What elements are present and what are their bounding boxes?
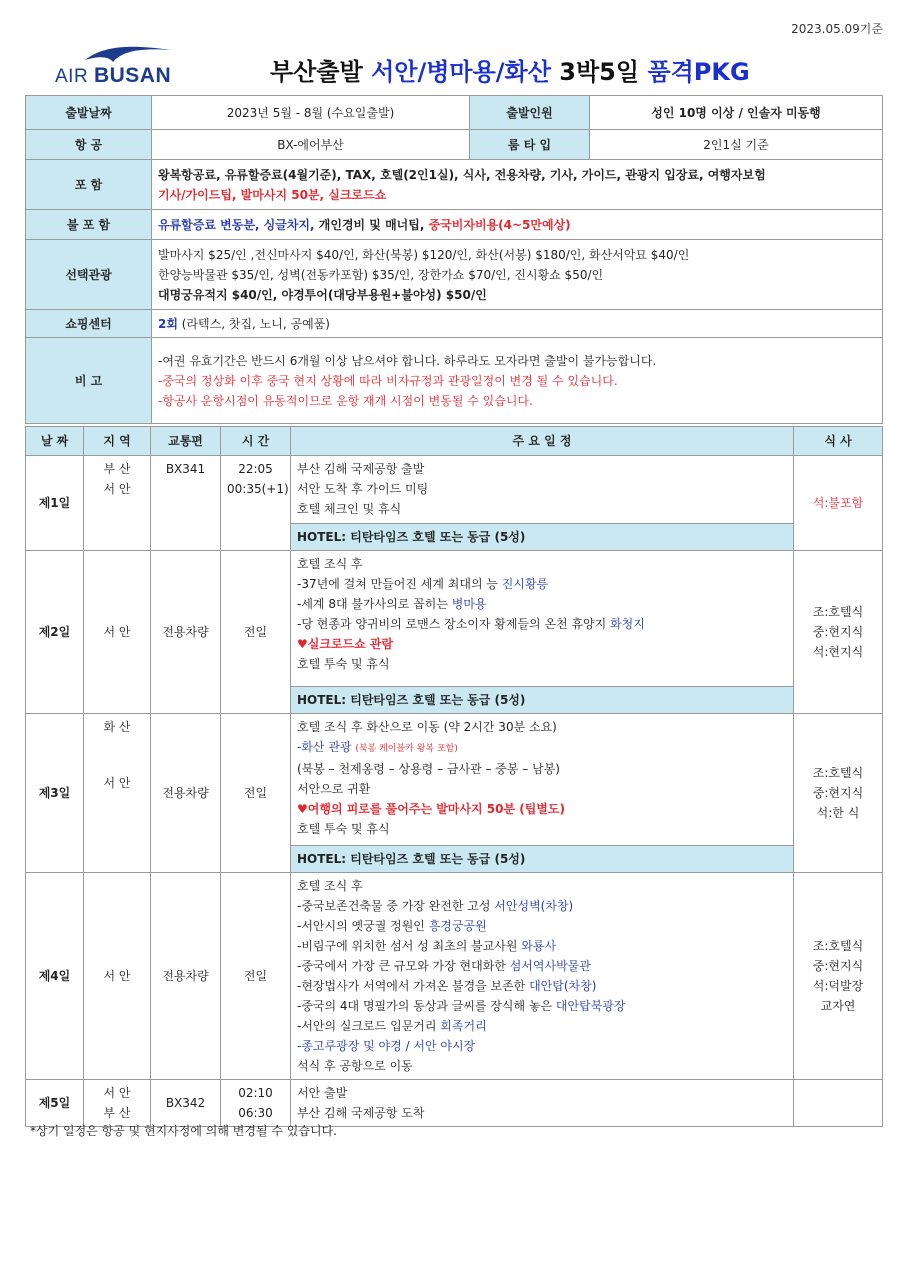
day2-line2-text: -37년에 걸쳐 만들어진 세계 최대의 능	[297, 577, 502, 591]
day3-meal	[794, 714, 883, 873]
day3-time: 전일	[221, 714, 291, 873]
day2-region: 서 안	[84, 551, 151, 714]
logo-air: AIR	[55, 66, 89, 87]
day5-row	[26, 1080, 883, 1127]
day2-meal2: 중:현지식	[812, 625, 864, 639]
day5-region2: 부 산	[103, 1106, 131, 1120]
day3-row	[26, 714, 883, 846]
day2-line4	[297, 614, 787, 634]
day1-line1: 부산 김해 국제공항 출발	[297, 462, 425, 476]
day1-itinerary	[291, 456, 794, 524]
day2-line1: 호텔 조식 후	[297, 557, 363, 571]
col-transport: 교통편	[151, 427, 221, 456]
logo-busan: BUSAN	[93, 64, 172, 87]
schedule-table	[25, 426, 883, 1127]
day1-region1: 부 산	[103, 462, 131, 476]
day4-meal3: 석:덕발장	[812, 979, 864, 993]
day2-itinerary	[291, 551, 794, 687]
day4-line8-place: 회족거리	[440, 1019, 487, 1033]
footnote: *상기 일정은 항공 및 현지사정에 의해 변경될 수 있습니다.	[30, 1124, 337, 1138]
day1-region2: 서 안	[103, 482, 131, 496]
day2-time: 전일	[221, 551, 291, 714]
airline-value: BX-에어부산	[152, 130, 470, 160]
day5-time1: 02:10	[238, 1086, 273, 1100]
day4-line3-text: -서안시의 옛궁궐 정원인	[297, 919, 429, 933]
exclude-black: 개인경비 및 매너팁,	[314, 217, 429, 232]
day5-meal	[794, 1080, 883, 1127]
day2-line3	[297, 594, 787, 614]
info-table	[25, 95, 883, 424]
day3-hotel: HOTEL: 티탄타임즈 호텔 또는 동급 (5성)	[291, 846, 794, 873]
day4-line6	[297, 976, 787, 996]
day1-row	[26, 456, 883, 524]
day3-line2-text: -화산 관광	[297, 740, 356, 754]
day4-line6-place: 대안탑(차창)	[529, 979, 597, 993]
day1-meal: 석:불포함	[794, 456, 883, 551]
optional-tour-value	[152, 240, 883, 310]
day2-meal1: 조:호텔식	[812, 605, 864, 619]
day4-line2-text: -중국보존건축물 중 가장 완전한 고성	[297, 899, 495, 913]
day5-line1: 서안 출발	[297, 1086, 348, 1100]
day2-hotel: HOTEL: 티탄타임즈 호텔 또는 동급 (5성)	[291, 687, 794, 714]
day4-meal1: 조:호텔식	[812, 939, 864, 953]
day5-transport: BX342	[151, 1080, 221, 1127]
exclude-red: 중국비자비용(4~5만예상)	[428, 217, 571, 232]
col-date: 날 짜	[26, 427, 84, 456]
page-title	[270, 52, 750, 87]
remark-value	[152, 338, 883, 424]
air-busan-logo	[55, 42, 185, 92]
title-part4: 품격PKG	[647, 58, 750, 86]
col-time: 시 간	[221, 427, 291, 456]
day1-hotel: HOTEL: 티탄타임즈 호텔 또는 동급 (5성)	[291, 524, 794, 551]
day3-line1: 호텔 조식 후 화산으로 이동 (약 2시간 30분 소요)	[297, 720, 557, 734]
day3-transport: 전용차량	[151, 714, 221, 873]
airline-label: 항 공	[26, 130, 152, 160]
include-line1: 왕복항공료, 유류할증료(4월기준), TAX, 호텔(2인1실), 식사, 전용차량, 기사, 가이드, 관광지 입장료, 여행자보험	[158, 167, 766, 182]
day4-transport: 전용차량	[151, 873, 221, 1080]
day4-line3	[297, 916, 787, 936]
shopping-value	[152, 310, 883, 338]
col-itinerary: 주 요 일 정	[291, 427, 794, 456]
heart-icon: ♥	[297, 637, 308, 651]
optional-line2: 한양능박물관 $35/인, 성벽(전동카포함) $35/인, 장한가쇼 $70/인, 진시황쇼 $50/인	[158, 267, 604, 282]
day4-label: 제4일	[26, 873, 84, 1080]
day4-time: 전일	[221, 873, 291, 1080]
day2-meal	[794, 551, 883, 714]
day4-row	[26, 873, 883, 1080]
day1-line2: 서안 도착 후 가이드 미팅	[297, 482, 429, 496]
day2-line2	[297, 574, 787, 594]
as-of-date: 2023.05.09기준	[791, 22, 883, 36]
day3-region1: 화 산	[103, 720, 131, 734]
day3-line5-text: 여행의 피로를 풀어주는 발마사지 50분 (팁별도)	[307, 802, 565, 816]
day3-line6: 호텔 투숙 및 휴식	[297, 822, 390, 836]
day1-label: 제1일	[26, 456, 84, 551]
day3-itinerary	[291, 714, 794, 846]
day5-itinerary	[291, 1080, 794, 1127]
depart-date-value: 2023년 5월 - 8월 (수요일출발)	[152, 96, 470, 130]
day4-line2	[297, 896, 787, 916]
include-value	[152, 160, 883, 210]
optional-line1: 발마사지 $25/인 ,전신마사지 $40/인, 화산(북봉) $120/인, 화산(서봉) $180/인, 화산서악묘 $40/인	[158, 247, 690, 262]
day1-region	[84, 456, 151, 551]
day4-line8-text: -서안의 실크로드 입문거리	[297, 1019, 441, 1033]
day2-line4-text: -당 현종과 양귀비의 로맨스 장소이자 황제들의 온천 휴양지	[297, 617, 611, 631]
day4-line4-text: -비림구에 위치한 섬서 성 최초의 불교사원	[297, 939, 522, 953]
optional-line3: 대명궁유적지 $40/인, 야경투어(대당부용원+불야성) $50/인	[158, 287, 487, 302]
depart-people-value: 성인 10명 이상 / 인솔자 미동행	[590, 96, 883, 130]
room-type-label: 룸 타 입	[470, 130, 590, 160]
title-part1: 부산출발	[270, 58, 363, 86]
exclude-value	[152, 210, 883, 240]
day4-line3-place: 흥경궁공원	[428, 919, 487, 933]
day2-line2-place: 진시황릉	[501, 577, 549, 591]
day3-region	[84, 714, 151, 873]
shopping-count: 2회	[158, 316, 178, 331]
exclude-blue: 유류할증료 변동분, 싱글차지,	[158, 217, 315, 232]
day3-line3: (북봉 – 천제옹령 – 상용령 – 금사관 – 중봉 – 남봉)	[297, 762, 560, 776]
day3-meal1: 조:호텔식	[812, 766, 864, 780]
col-meal: 식 사	[794, 427, 883, 456]
day4-line7	[297, 996, 787, 1016]
day4-line2-place: 서안성벽(차창)	[494, 899, 574, 913]
include-line2: 기사/가이드팁, 발마사지 50분, 실크로드쇼	[158, 187, 387, 202]
day2-line3-place: 병마용	[451, 597, 487, 611]
day4-line9: -종고루광장 및 야경 / 서안 야시장	[297, 1039, 476, 1053]
title-part3: 3박5일	[559, 58, 640, 86]
depart-people-label: 출발인원	[470, 96, 590, 130]
day4-line4-place: 와룡사	[521, 939, 557, 953]
day4-meal4: 교자연	[820, 999, 856, 1013]
day4-line4	[297, 936, 787, 956]
day3-meal2: 중:현지식	[812, 786, 864, 800]
day1-line3: 호텔 체크인 및 휴식	[297, 502, 402, 516]
day5-region1: 서 안	[103, 1086, 131, 1100]
day3-label: 제3일	[26, 714, 84, 873]
day2-line6: 호텔 투숙 및 휴식	[297, 657, 390, 671]
optional-tour-label: 선택관광	[26, 240, 152, 310]
day2-label: 제2일	[26, 551, 84, 714]
day1-transport: BX341	[151, 456, 221, 551]
day1-time2: 00:35(+1)	[227, 482, 289, 496]
include-label: 포 함	[26, 160, 152, 210]
day3-line4: 서안으로 귀환	[297, 782, 371, 796]
day2-line3-text: -세계 8대 불가사의로 꼽히는	[297, 597, 452, 611]
remark-label: 비 고	[26, 338, 152, 424]
shopping-label: 쇼핑센터	[26, 310, 152, 338]
day4-line7-place: 대안탑북광장	[555, 999, 626, 1013]
day3-meal3: 석:한 식	[816, 806, 860, 820]
day5-region	[84, 1080, 151, 1127]
remark-line3: -항공사 운항시점이 유동적이므로 운항 재개 시점이 변동될 수 있습니다.	[158, 393, 533, 408]
day1-time1: 22:05	[238, 462, 273, 476]
day5-time2: 06:30	[238, 1106, 273, 1120]
day4-line10: 석식 후 공항으로 이동	[297, 1059, 413, 1073]
day4-meal	[794, 873, 883, 1080]
exclude-label: 불 포 함	[26, 210, 152, 240]
room-type-value: 2인1실 기준	[590, 130, 883, 160]
day3-line2-note: (북봉 케이블카 왕복 포함)	[355, 744, 458, 754]
day4-line5-text: -중국에서 가장 큰 규모와 가장 현대화한	[297, 959, 510, 973]
day1-time	[221, 456, 291, 551]
day2-meal3: 석:현지식	[812, 645, 864, 659]
day4-region: 서 안	[84, 873, 151, 1080]
day2-line5	[297, 634, 787, 654]
day4-line5-place: 섬서역사박물관	[509, 959, 591, 973]
day2-line4-place: 화청지	[610, 617, 645, 631]
day4-line6-text: -현장법사가 서역에서 가져온 불경을 보존한	[297, 979, 530, 993]
logo-text	[55, 64, 171, 88]
day5-label: 제5일	[26, 1080, 84, 1127]
day4-itinerary	[291, 873, 794, 1080]
day4-line7-text: -중국의 4대 명필가의 동상과 글씨를 장식해 놓은	[297, 999, 556, 1013]
day4-line8	[297, 1016, 787, 1036]
day3-line2	[297, 737, 787, 759]
day4-line1: 호텔 조식 후	[297, 879, 363, 893]
day2-transport: 전용차량	[151, 551, 221, 714]
title-part2: 서안/병마용/화산	[371, 58, 551, 86]
col-region: 지 역	[84, 427, 151, 456]
day4-line5	[297, 956, 787, 976]
day3-region2: 서 안	[103, 776, 131, 790]
day4-meal2: 중:현지식	[812, 959, 864, 973]
remark-line2: -중국의 정상화 이후 중국 현지 상황에 따라 비자규정과 관광일정이 변경 될 수 있습니다.	[158, 373, 618, 388]
day2-row	[26, 551, 883, 687]
day3-line5	[297, 799, 787, 819]
day5-time	[221, 1080, 291, 1127]
day5-line2: 부산 김해 국제공항 도착	[297, 1106, 425, 1120]
shopping-detail: (라텍스, 찻집, 노니, 공예품)	[177, 316, 330, 331]
day2-line5-text: 실크로드쇼 관람	[307, 637, 394, 651]
depart-date-label: 출발날짜	[26, 96, 152, 130]
remark-line1: -여권 유효기간은 반드시 6개월 이상 남으셔야 합니다. 하루라도 모자라면 출발이 불가능합니다.	[158, 353, 657, 368]
heart-icon: ♥	[297, 802, 308, 816]
